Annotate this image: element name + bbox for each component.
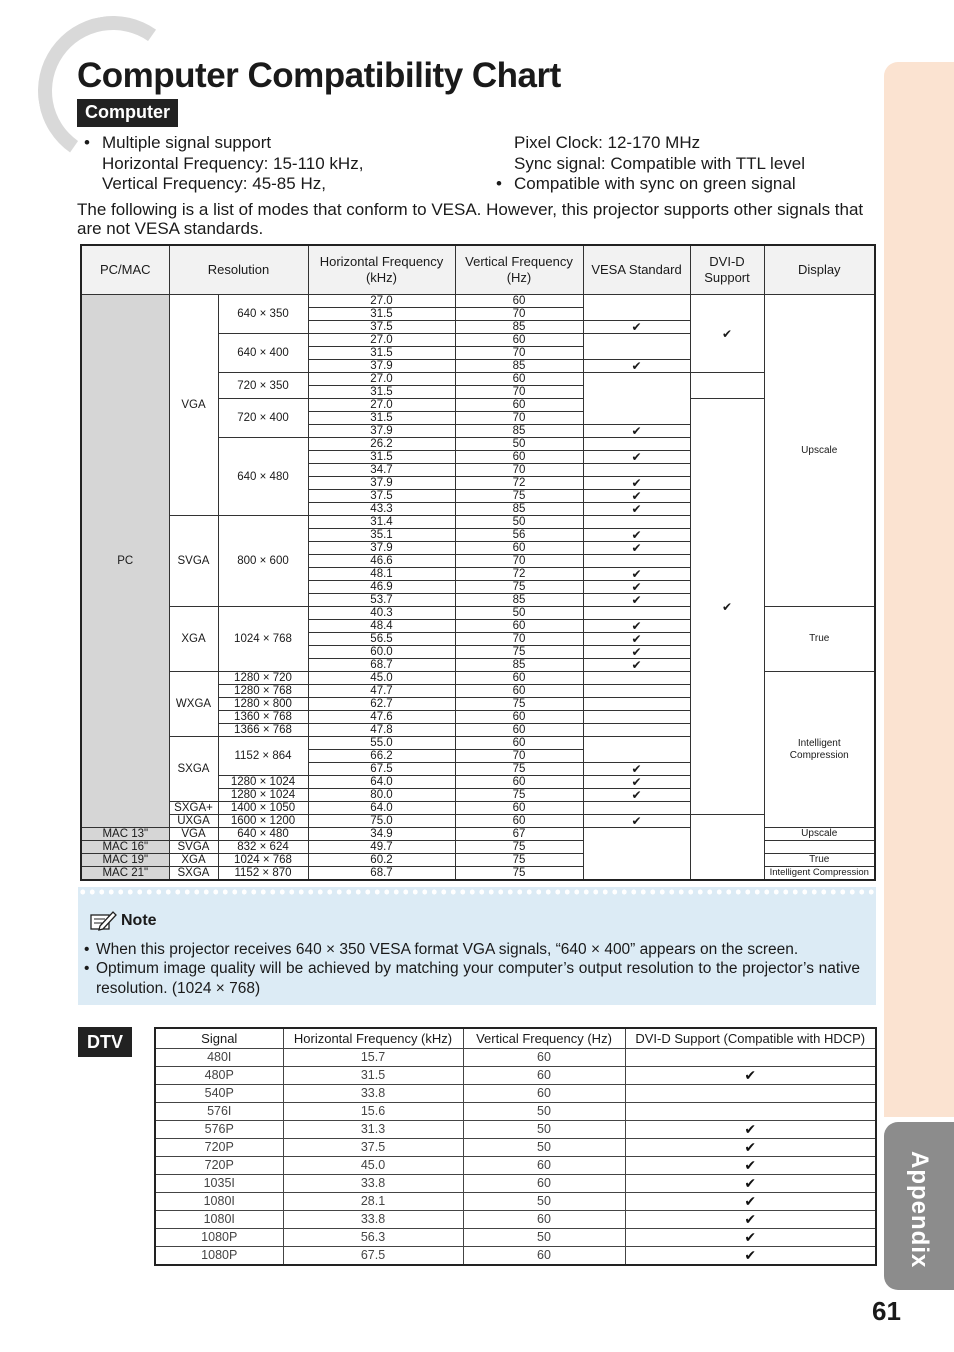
resolution-cell: 1152 × 870: [218, 867, 308, 881]
resolution-cell: 832 × 624: [218, 841, 308, 854]
h-freq-cell: 60.2: [308, 854, 455, 867]
vesa-check-cell: ✔: [583, 594, 690, 607]
header-vesa-standard: VESA Standard: [583, 245, 690, 295]
h-freq-cell: 75.0: [308, 815, 455, 828]
resolution-cell: 720 × 400: [218, 399, 308, 438]
h-freq-cell: 27.0: [308, 295, 455, 308]
dvi-check-cell: ✔: [690, 295, 764, 373]
resolution-cell: 640 × 480: [218, 438, 308, 516]
bullet-text: Multiple signal support: [102, 133, 272, 152]
dvi-check-cell: ✔: [625, 1247, 876, 1266]
h-freq-cell: 37.9: [308, 477, 455, 490]
h-freq-cell: 27.0: [308, 334, 455, 347]
h-freq-cell: 49.7: [308, 841, 455, 854]
signal-cell: 720P: [155, 1139, 283, 1157]
vesa-check-cell: ✔: [583, 451, 690, 464]
display-true: True: [764, 854, 875, 867]
v-freq-cell: 50: [455, 516, 583, 529]
v-freq-cell: 60: [455, 802, 583, 815]
h-freq-cell: 56.3: [283, 1229, 463, 1247]
h-freq-cell: 31.5: [283, 1067, 463, 1085]
v-freq-cell: 85: [455, 594, 583, 607]
h-freq-cell: 53.7: [308, 594, 455, 607]
vesa-cell: [583, 711, 690, 724]
v-freq-cell: 75: [455, 867, 583, 881]
h-freq-cell: 27.0: [308, 399, 455, 412]
dvi-check-cell: ✔: [625, 1193, 876, 1211]
h-freq-cell: 37.5: [283, 1139, 463, 1157]
h-freq-cell: 35.1: [308, 529, 455, 542]
h-freq-cell: 37.9: [308, 542, 455, 555]
v-freq-cell: 50: [463, 1103, 625, 1121]
page-title: Computer Compatibility Chart: [77, 56, 561, 95]
dvi-check-cell: ✔: [625, 1211, 876, 1229]
v-freq-cell: 85: [455, 360, 583, 373]
h-freq-cell: 37.9: [308, 360, 455, 373]
h-freq-cell: 31.3: [283, 1121, 463, 1139]
vesa-cell: [583, 555, 690, 568]
header-display: Display: [764, 245, 875, 295]
signal-cell: 576I: [155, 1103, 283, 1121]
vesa-cell: [583, 737, 690, 763]
vesa-cell: [583, 373, 690, 425]
display-upscale: Upscale: [764, 828, 875, 841]
bullet-marker: •: [496, 174, 502, 193]
vesa-cell: [583, 698, 690, 711]
h-freq-cell: 47.6: [308, 711, 455, 724]
header-dvi-d-support: DVI-D Support: [690, 245, 764, 295]
header-pc-mac: PC/MAC: [81, 245, 169, 295]
v-freq-cell: 56: [455, 529, 583, 542]
v-freq-cell: 60: [455, 776, 583, 789]
table-row: [155, 1067, 876, 1085]
dvi-check-cell: ✔: [625, 1139, 876, 1157]
table-row: [155, 1229, 876, 1247]
h-freq-cell: 27.0: [308, 373, 455, 386]
h-freq-cell: 64.0: [308, 802, 455, 815]
v-freq-cell: 72: [455, 477, 583, 490]
v-freq-cell: 85: [455, 321, 583, 334]
h-freq-cell: 33.8: [283, 1085, 463, 1103]
vesa-check-cell: ✔: [583, 763, 690, 776]
v-freq-cell: 75: [455, 789, 583, 802]
v-freq-cell: 60: [455, 711, 583, 724]
bullet-text: Pixel Clock: 12-170 MHz: [514, 133, 701, 152]
v-freq-cell: 70: [455, 633, 583, 646]
mac-label: MAC 21": [81, 867, 169, 881]
vesa-check-cell: ✔: [583, 477, 690, 490]
vesa-check-cell: ✔: [583, 646, 690, 659]
v-freq-cell: 60: [455, 724, 583, 737]
v-freq-cell: 60: [455, 334, 583, 347]
vesa-cell: [583, 516, 690, 529]
signal-cell: 540P: [155, 1085, 283, 1103]
h-freq-cell: 48.4: [308, 620, 455, 633]
v-freq-cell: 50: [455, 607, 583, 620]
h-freq-cell: 33.8: [283, 1211, 463, 1229]
vesa-cell: [583, 724, 690, 737]
v-freq-cell: 60: [455, 685, 583, 698]
v-freq-cell: 50: [463, 1193, 625, 1211]
vesa-cell: [583, 334, 690, 360]
vesa-check-cell: ✔: [583, 659, 690, 672]
h-freq-cell: 28.1: [283, 1193, 463, 1211]
v-freq-cell: 60: [463, 1067, 625, 1085]
h-freq-cell: 43.3: [308, 503, 455, 516]
vesa-cell: [583, 802, 690, 815]
v-freq-cell: 67: [455, 828, 583, 841]
vesa-check-cell: ✔: [583, 425, 690, 438]
bullet-text: Horizontal Frequency: 15-110 kHz,: [102, 153, 364, 173]
h-freq-cell: 37.5: [308, 490, 455, 503]
v-freq-cell: 60: [455, 620, 583, 633]
h-freq-cell: 45.0: [283, 1157, 463, 1175]
signal-cell: 1080I: [155, 1211, 283, 1229]
bullet-item: [496, 174, 874, 195]
h-freq-cell: 60.0: [308, 646, 455, 659]
mac-group: VGA: [169, 828, 218, 841]
dvi-check-cell: [625, 1085, 876, 1103]
table-row: [81, 815, 875, 828]
header-vertical-frequency: Vertical Frequency (Hz): [463, 1028, 625, 1049]
v-freq-cell: 75: [455, 490, 583, 503]
v-freq-cell: 75: [455, 646, 583, 659]
compatibility-table: [80, 244, 876, 881]
vesa-check-cell: ✔: [583, 581, 690, 594]
h-freq-cell: 34.9: [308, 828, 455, 841]
table-row: [155, 1175, 876, 1193]
v-freq-cell: 60: [463, 1175, 625, 1193]
h-freq-cell: 37.5: [308, 321, 455, 334]
note-item: [84, 940, 860, 960]
group-pc: PC: [81, 295, 169, 828]
display-intelligent-compression: Intelligent Compression: [764, 672, 875, 828]
table-row: [155, 1103, 876, 1121]
v-freq-cell: 70: [455, 386, 583, 399]
dtv-table: [154, 1027, 877, 1266]
vesa-check-cell: ✔: [583, 490, 690, 503]
v-freq-cell: 60: [455, 399, 583, 412]
v-freq-cell: 72: [455, 568, 583, 581]
h-freq-cell: 64.0: [308, 776, 455, 789]
table-row: [155, 1049, 876, 1067]
vesa-cell: [583, 464, 690, 477]
group-sxga: SXGA: [169, 737, 218, 802]
vesa-cell: [583, 607, 690, 620]
v-freq-cell: 70: [455, 750, 583, 763]
dvi-check-cell: [625, 1049, 876, 1067]
v-freq-cell: 85: [455, 503, 583, 516]
mac-label: MAC 19": [81, 854, 169, 867]
h-freq-cell: 37.9: [308, 425, 455, 438]
h-freq-cell: 66.2: [308, 750, 455, 763]
signal-cell: 576P: [155, 1121, 283, 1139]
resolution-cell: 640 × 400: [218, 334, 308, 373]
side-tab-background: [884, 62, 954, 1117]
vesa-check-cell: ✔: [583, 321, 690, 334]
dvi-cell: [690, 373, 764, 399]
table-row: [155, 1121, 876, 1139]
header-horizontal-frequency: Horizontal Frequency (kHz): [283, 1028, 463, 1049]
resolution-cell: 1280 × 720: [218, 672, 308, 685]
display-upscale: Upscale: [764, 295, 875, 607]
v-freq-cell: 75: [455, 763, 583, 776]
bullet-text: Compatible with sync on green signal: [514, 174, 796, 193]
header-dvi-d-support: DVI-D Support (Compatible with HDCP): [625, 1028, 876, 1049]
v-freq-cell: 50: [463, 1139, 625, 1157]
v-freq-cell: 60: [455, 542, 583, 555]
group-xga: XGA: [169, 607, 218, 672]
v-freq-cell: 75: [455, 841, 583, 854]
v-freq-cell: 60: [455, 815, 583, 828]
resolution-cell: 720 × 350: [218, 373, 308, 399]
vesa-check-cell: ✔: [583, 529, 690, 542]
vesa-check-cell: ✔: [583, 568, 690, 581]
bullet-marker: •: [84, 960, 90, 977]
side-tab-label[interactable]: Appendix: [906, 1151, 933, 1269]
h-freq-cell: 45.0: [308, 672, 455, 685]
mac-group: SXGA: [169, 867, 218, 881]
vesa-check-cell: ✔: [583, 360, 690, 373]
group-vga: VGA: [169, 295, 218, 516]
header-horizontal-frequency: Horizontal Frequency (kHz): [308, 245, 455, 295]
resolution-cell: 1400 × 1050: [218, 802, 308, 815]
bullet-text: Vertical Frequency: 45-85 Hz,: [102, 174, 326, 193]
resolution-cell: 1280 × 768: [218, 685, 308, 698]
display-blank: [764, 841, 875, 854]
h-freq-cell: 62.7: [308, 698, 455, 711]
note-text: Optimum image quality will be achieved by matching your computer’s output resolution to the projector’s native resolution. (1024 × 768): [96, 960, 860, 997]
mac-group: XGA: [169, 854, 218, 867]
h-freq-cell: 40.3: [308, 607, 455, 620]
signal-cell: 1080I: [155, 1193, 283, 1211]
h-freq-cell: 26.2: [308, 438, 455, 451]
resolution-cell: 1280 × 1024: [218, 789, 308, 802]
bullet-list-right: [496, 133, 874, 195]
resolution-cell: 1024 × 768: [218, 854, 308, 867]
section-badge-computer: Computer: [77, 99, 178, 127]
bullet-marker: •: [84, 941, 90, 958]
h-freq-cell: 31.5: [308, 451, 455, 464]
h-freq-cell: 15.7: [283, 1049, 463, 1067]
mac-label: MAC 16": [81, 841, 169, 854]
v-freq-cell: 60: [463, 1211, 625, 1229]
dvi-check-cell: ✔: [625, 1121, 876, 1139]
resolution-cell: 1280 × 1024: [218, 776, 308, 789]
h-freq-cell: 47.8: [308, 724, 455, 737]
signal-cell: 1080P: [155, 1247, 283, 1266]
h-freq-cell: 56.5: [308, 633, 455, 646]
v-freq-cell: 85: [455, 659, 583, 672]
v-freq-cell: 70: [455, 308, 583, 321]
h-freq-cell: 68.7: [308, 867, 455, 881]
v-freq-cell: 70: [455, 412, 583, 425]
resolution-cell: 1152 × 864: [218, 737, 308, 776]
vesa-check-cell: ✔: [583, 503, 690, 516]
h-freq-cell: 67.5: [308, 763, 455, 776]
intro-paragraph: The following is a list of modes that conform to VESA. However, this projector supports other signals that are not VESA standards.: [77, 200, 864, 238]
h-freq-cell: 31.5: [308, 412, 455, 425]
table-row: [81, 295, 875, 308]
table-row: [155, 1193, 876, 1211]
h-freq-cell: 15.6: [283, 1103, 463, 1121]
vesa-check-cell: ✔: [583, 789, 690, 802]
dvi-check-cell: [625, 1103, 876, 1121]
page-number: 61: [872, 1296, 901, 1326]
vesa-check-cell: ✔: [583, 815, 690, 828]
signal-cell: 480P: [155, 1067, 283, 1085]
vesa-check-cell: ✔: [583, 776, 690, 789]
h-freq-cell: 48.1: [308, 568, 455, 581]
note-item: [84, 959, 860, 998]
vesa-check-cell: ✔: [583, 542, 690, 555]
h-freq-cell: 34.7: [308, 464, 455, 477]
bullet-text: Sync signal: Compatible with TTL level: [514, 153, 806, 173]
v-freq-cell: 60: [455, 295, 583, 308]
v-freq-cell: 60: [463, 1085, 625, 1103]
v-freq-cell: 75: [455, 581, 583, 594]
group-sxga-plus: SXGA+: [169, 802, 218, 815]
h-freq-cell: 33.8: [283, 1175, 463, 1193]
v-freq-cell: 50: [455, 438, 583, 451]
h-freq-cell: 47.7: [308, 685, 455, 698]
header-resolution: Resolution: [169, 245, 308, 295]
dtv-table-body: [155, 1049, 876, 1266]
group-uxga: UXGA: [169, 815, 218, 828]
h-freq-cell: 80.0: [308, 789, 455, 802]
mac-label: MAC 13": [81, 828, 169, 841]
h-freq-cell: 46.6: [308, 555, 455, 568]
h-freq-cell: 31.4: [308, 516, 455, 529]
v-freq-cell: 75: [455, 854, 583, 867]
vesa-cell: [583, 828, 690, 881]
dvi-cell: [690, 815, 764, 881]
table-row: [155, 1211, 876, 1229]
h-freq-cell: 31.5: [308, 308, 455, 321]
h-freq-cell: 67.5: [283, 1247, 463, 1266]
v-freq-cell: 70: [455, 464, 583, 477]
signal-cell: 480I: [155, 1049, 283, 1067]
resolution-cell: 640 × 480: [218, 828, 308, 841]
v-freq-cell: 75: [455, 698, 583, 711]
group-svga: SVGA: [169, 516, 218, 607]
group-wxga: WXGA: [169, 672, 218, 737]
pencil-note-icon: [88, 909, 118, 933]
signal-cell: 720P: [155, 1157, 283, 1175]
resolution-cell: 640 × 350: [218, 295, 308, 334]
header-signal: Signal: [155, 1028, 283, 1049]
note-text: When this projector receives 640 × 350 VESA format VGA signals, “640 × 400” appears on the screen.: [96, 941, 799, 958]
v-freq-cell: 70: [455, 555, 583, 568]
h-freq-cell: 46.9: [308, 581, 455, 594]
section-badge-dtv: DTV: [78, 1027, 132, 1057]
v-freq-cell: 60: [455, 672, 583, 685]
vesa-check-cell: ✔: [583, 633, 690, 646]
h-freq-cell: 31.5: [308, 347, 455, 360]
v-freq-cell: 60: [455, 373, 583, 386]
h-freq-cell: 55.0: [308, 737, 455, 750]
resolution-cell: 1366 × 768: [218, 724, 308, 737]
vesa-check-cell: ✔: [583, 620, 690, 633]
resolution-cell: 1280 × 800: [218, 698, 308, 711]
mac-group: SVGA: [169, 841, 218, 854]
vesa-cell: [583, 685, 690, 698]
display-intelligent-compression: Intelligent Compression: [764, 867, 875, 881]
resolution-cell: 1024 × 768: [218, 607, 308, 672]
v-freq-cell: 50: [463, 1229, 625, 1247]
v-freq-cell: 70: [455, 347, 583, 360]
v-freq-cell: 85: [455, 425, 583, 438]
h-freq-cell: 31.5: [308, 386, 455, 399]
note-border-dots: [78, 887, 876, 897]
note-title: Note: [121, 912, 157, 929]
vesa-cell: [583, 295, 690, 321]
dvi-check-cell: ✔: [625, 1067, 876, 1085]
v-freq-cell: 60: [455, 737, 583, 750]
dvi-check-cell: ✔: [625, 1229, 876, 1247]
bullet-list-left: [84, 133, 502, 195]
v-freq-cell: 60: [463, 1049, 625, 1067]
vesa-cell: [583, 438, 690, 451]
table-row: [155, 1157, 876, 1175]
h-freq-cell: 68.7: [308, 659, 455, 672]
dvi-check-cell: ✔: [625, 1157, 876, 1175]
bullet-marker: •: [84, 133, 90, 152]
v-freq-cell: 50: [463, 1121, 625, 1139]
vesa-cell: [583, 672, 690, 685]
v-freq-cell: 60: [455, 451, 583, 464]
header-vertical-frequency: Vertical Frequency (Hz): [455, 245, 583, 295]
table-row: [155, 1139, 876, 1157]
display-true: True: [764, 607, 875, 672]
note-header: [88, 909, 157, 933]
signal-cell: 1080P: [155, 1229, 283, 1247]
signal-cell: 1035I: [155, 1175, 283, 1193]
dvi-check-cell: ✔: [690, 399, 764, 815]
v-freq-cell: 60: [463, 1157, 625, 1175]
v-freq-cell: 60: [463, 1247, 625, 1266]
resolution-cell: 1360 × 768: [218, 711, 308, 724]
dvi-check-cell: ✔: [625, 1175, 876, 1193]
table-row: [155, 1247, 876, 1266]
resolution-cell: 800 × 600: [218, 516, 308, 607]
table-row: [155, 1085, 876, 1103]
resolution-cell: 1600 × 1200: [218, 815, 308, 828]
